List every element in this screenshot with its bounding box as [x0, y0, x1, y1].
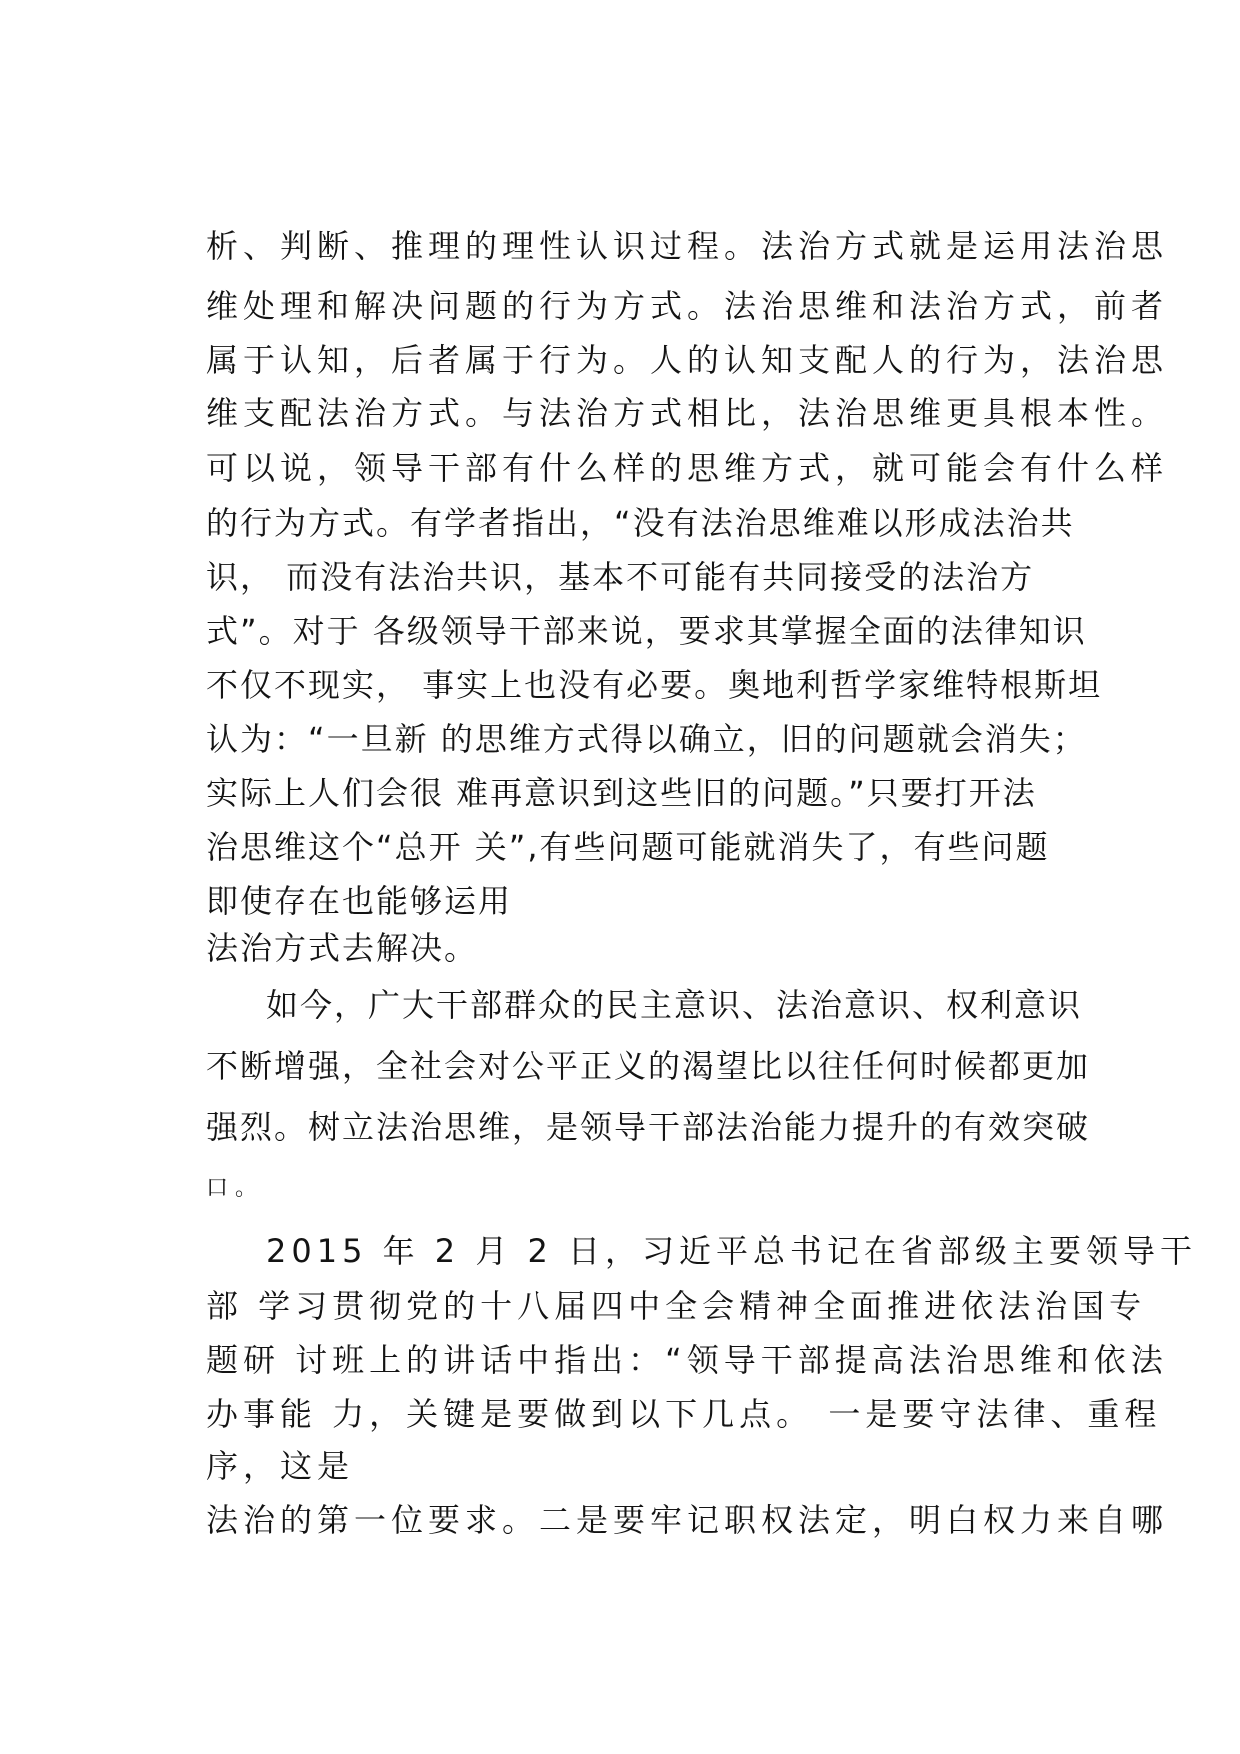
text-line: 可以说，领导干部有什么样的思维方式，就可能会有什么样 [206, 449, 1169, 487]
text-line: 维支配法治方式。与法治方式相比，法治思维更具根本性。 [206, 394, 1169, 432]
text-line: 认为：“一旦新 的思维方式得以确立，旧的问题就会消失； [206, 720, 1087, 758]
text-line: 口 。 [206, 1176, 257, 1201]
text-line: 不仅不现实， 事实上也没有必要。奥地利哲学家维特根斯坦 [206, 666, 1103, 704]
text-line: 法治方式去解决。 [206, 929, 479, 967]
text-line: 实际上人们会很 难再意识到这些旧的问题。”只要打开法 [206, 774, 1037, 812]
text-line: 析、判断、推理的理性认识过程。法治方式就是运用法治思 [206, 227, 1169, 265]
text-line: 强烈。树立法治思维，是领导干部法治能力提升的有效突破 [206, 1108, 1091, 1146]
text-line: 的行为方式。有学者指出，“没有法治思维难以形成法治共 [206, 504, 1075, 542]
text-line: 识， 而没有法治共识，基本不可能有共同接受的法治方 [206, 558, 1035, 596]
text-line: 即使存在也能够运用 [206, 882, 513, 920]
text-line: 式”。对于 各级领导干部来说，要求其掌握全面的法律知识 [206, 612, 1087, 650]
text-line: 不断增强，全社会对公平正义的渴望比以往任何时候都更加 [206, 1047, 1091, 1085]
text-line: 办事能 力，关键是要做到以下几点。 一是要守法律、重程 [206, 1395, 1162, 1433]
text-line: 部 学习贯彻党的十八届四中全会精神全面推进依法治国专 [206, 1287, 1147, 1325]
paragraph-first-line: 2015 年 2 月 2 日，习近平总书记在省部级主要领导干 [266, 1232, 1198, 1270]
text-line: 法治的第一位要求。二是要牢记职权法定，明白权力来自哪 [206, 1501, 1169, 1539]
text-line: 序，这是 [206, 1447, 355, 1485]
text-line: 治思维这个“总开 关”,有些问题可能就消失了，有些问题 [206, 828, 1050, 866]
text-line: 属于认知，后者属于行为。人的认知支配人的行为，法治思 [206, 341, 1169, 379]
text-line: 题研 讨班上的讲话中指出：“领导干部提高法治思维和依法 [206, 1341, 1168, 1379]
text-line: 维处理和解决问题的行为方式。法治思维和法治方式，前者 [206, 287, 1169, 325]
paragraph-first-line: 如今，广大干部群众的民主意识、法治意识、权利意识 [266, 986, 1083, 1024]
